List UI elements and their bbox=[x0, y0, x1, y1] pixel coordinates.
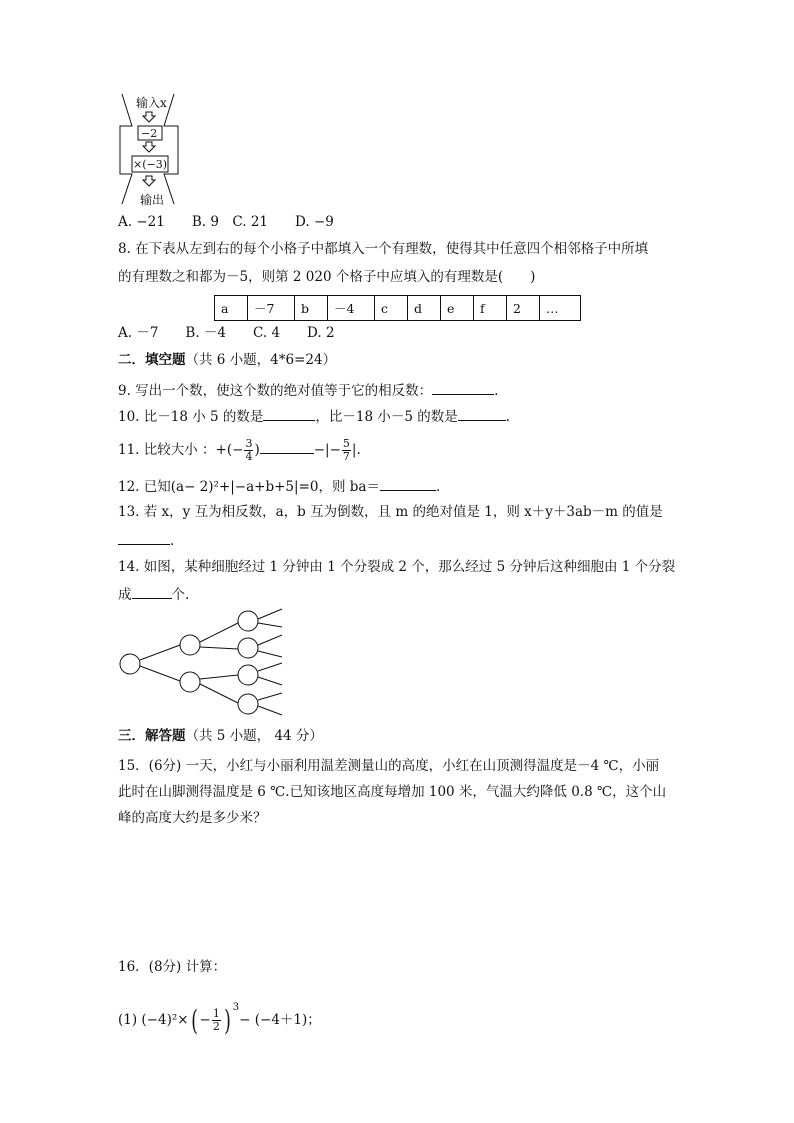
q8-line2: 的有理数之和都为－5，则第 2 020 个格子中应填入的有理数是( ) bbox=[118, 269, 536, 285]
q14-line1: 14. 如图，某种细胞经过 1 分钟由 1 个分裂成 2 个，那么经过 5 分钟后这种细胞由 1 个分裂 bbox=[118, 559, 676, 575]
q8-cell: －4 bbox=[328, 296, 375, 321]
cell-node bbox=[238, 611, 258, 631]
left-paren: ( bbox=[190, 1003, 198, 1037]
flowchart-step-times-neg3: ×(−3) bbox=[133, 158, 168, 171]
q13-end: . bbox=[170, 533, 175, 549]
q11-prefix: 11. 比较大小 ：+(− bbox=[118, 442, 244, 458]
q11 bbox=[118, 432, 361, 468]
tree-edge bbox=[140, 666, 180, 681]
q11-fraction-3-4 bbox=[244, 438, 253, 463]
q14-line2-a: 成 bbox=[118, 587, 132, 603]
section3-title: 三．解答题 bbox=[118, 728, 186, 744]
tree-edge bbox=[258, 706, 282, 715]
q8-cell: e bbox=[441, 296, 474, 321]
right-paren: ) bbox=[224, 1003, 231, 1037]
q15-line1: 15．(6分) 一天，小红与小丽利用温差测量山的高度，小红在山顶测得温度是－4 ℃，小丽 bbox=[118, 758, 660, 774]
tree-edge bbox=[140, 645, 180, 660]
q13-answer-blank[interactable] bbox=[118, 530, 170, 545]
q12-answer-blank[interactable] bbox=[380, 476, 436, 491]
q10-answer-blank-1[interactable] bbox=[263, 406, 315, 421]
q8-cell: d bbox=[408, 296, 441, 321]
q11-frac1-den: 4 bbox=[245, 450, 253, 463]
q9-answer-blank[interactable] bbox=[432, 380, 494, 395]
q8-cell: a bbox=[215, 296, 248, 321]
tree-edge bbox=[200, 684, 238, 703]
q16-frac-num: 1 bbox=[212, 1007, 220, 1020]
q9 bbox=[118, 380, 498, 400]
tree-edge bbox=[258, 609, 282, 619]
tree-edge bbox=[258, 677, 282, 685]
q16-part1-suffix: − (−4＋1)； bbox=[239, 1012, 321, 1028]
q8-cell: －7 bbox=[248, 296, 295, 321]
q8-cell: 2 bbox=[507, 296, 540, 321]
q10-answer-blank-2[interactable] bbox=[458, 406, 506, 421]
tree-edge bbox=[258, 651, 282, 657]
q8-options: A. －7 B. －4 C. 4 D. 2 bbox=[118, 325, 335, 341]
tree-edge bbox=[258, 663, 282, 671]
flowchart-input-label: 输入x bbox=[136, 96, 167, 110]
q16-fraction-1-2 bbox=[212, 1008, 221, 1033]
q11-rhs: −|− bbox=[313, 442, 341, 458]
q8-cell: c bbox=[375, 296, 408, 321]
section3-note: （共 5 小题， 44 分） bbox=[185, 728, 323, 744]
q14-answer-blank[interactable] bbox=[132, 584, 172, 599]
q16-part1-prefix: (1) (−4)²× bbox=[118, 1012, 189, 1028]
q8-sequence-table bbox=[214, 295, 581, 321]
q12-end: . bbox=[435, 479, 441, 495]
q11-frac2-den: 7 bbox=[342, 450, 350, 463]
section3-heading bbox=[118, 727, 323, 745]
cell-node bbox=[238, 665, 258, 685]
q12 bbox=[118, 476, 440, 496]
q11-mid: ) bbox=[254, 442, 260, 458]
q8-cell: … bbox=[540, 296, 581, 321]
q11-answer-blank[interactable] bbox=[260, 439, 314, 454]
q16-exponent: 3 bbox=[232, 1002, 240, 1013]
q9-text: 9. 写出一个数，使这个数的绝对值等于它的相反数： bbox=[118, 383, 433, 399]
q16-frac-den: 2 bbox=[212, 1020, 220, 1033]
section2-heading bbox=[118, 351, 336, 369]
tree-edge bbox=[200, 647, 238, 649]
q11-frac1-num: 3 bbox=[245, 437, 253, 450]
tree-edge bbox=[258, 623, 282, 627]
q14-line2 bbox=[118, 584, 189, 604]
cell-node bbox=[180, 672, 200, 692]
section2-note: （共 6 小题，4*6=24） bbox=[185, 352, 337, 368]
cell-division-diagram bbox=[116, 605, 286, 720]
tree-edge bbox=[258, 635, 282, 645]
q11-frac2-num: 5 bbox=[342, 437, 350, 450]
q15-line3: 峰的高度大约是多少米？ bbox=[118, 810, 267, 826]
q11-end: |. bbox=[351, 442, 361, 458]
q9-end: . bbox=[494, 383, 499, 399]
flowchart-output-label: 输出 bbox=[140, 193, 165, 207]
q8-line1: 8. 在下表从左到右的每个小格子中都填入一个有理数，使得其中任意四个相邻格子中所填 bbox=[118, 241, 649, 257]
q13-line1: 13. 若 x，y 互为相反数，a，b 互为倒数，且 m 的绝对值是 1，则 x＋y＋3ab－m 的值是 bbox=[118, 504, 663, 520]
flowchart-step-minus-2: −2 bbox=[141, 127, 158, 140]
section2-title: 二．填空题 bbox=[118, 352, 186, 368]
q10 bbox=[118, 406, 510, 426]
q14-line2-b: 个. bbox=[171, 587, 190, 603]
q11-fraction-5-7 bbox=[342, 438, 351, 463]
q10-end: . bbox=[505, 409, 511, 425]
cell-node bbox=[180, 635, 200, 655]
tree-edge bbox=[200, 623, 238, 642]
q8-cell: b bbox=[295, 296, 328, 321]
tree-edge bbox=[258, 693, 282, 700]
q13-line2 bbox=[118, 530, 174, 550]
q10-part2: ，比－18 小－5 的数是 bbox=[315, 409, 458, 425]
tree-edge bbox=[200, 675, 238, 679]
q7-options: A. −21 B. 9 C. 21 D. −9 bbox=[118, 214, 334, 230]
q16-minus: − bbox=[199, 1012, 211, 1028]
q16-part1 bbox=[118, 988, 321, 1040]
cell-node bbox=[120, 654, 140, 674]
q15-line2: 此时在山脚测得温度是 6 ℃.已知该地区高度每增加 100 米，气温大约降低 0.8 ℃，这个山 bbox=[118, 784, 667, 800]
q12-text: 12. 已知(a− 2)²+|−a+b+5|=0，则 ba＝ bbox=[118, 479, 380, 495]
cell-node bbox=[238, 694, 258, 714]
q16-title: 16．(8分) 计算： bbox=[118, 959, 227, 975]
q10-part1: 10. 比－18 小 5 的数是 bbox=[118, 409, 264, 425]
cell-node bbox=[238, 638, 258, 658]
q8-cell: f bbox=[474, 296, 507, 321]
